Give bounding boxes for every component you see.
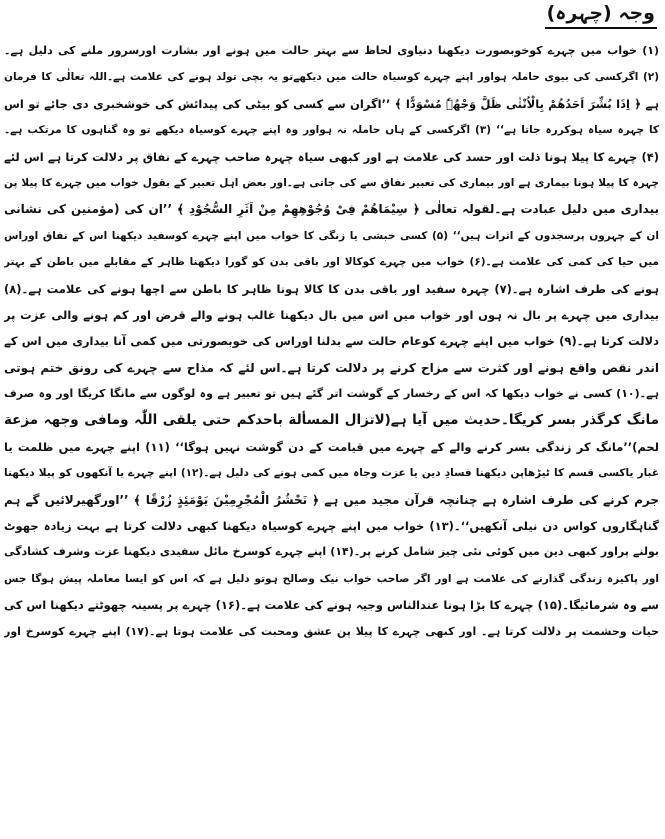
text-line: چہرہ کا پیلا ہونا بیماری ہے اور بیماری کی تعبیر نفاق سے کی جاتی ہے۔اور بعض اہل تعبیر کے بقول خواب میں چہرے کا پیلا پن <box>4 176 659 189</box>
text-line: مانگ کرگذر بسر کریگا۔حدیث میں آیا ہے(لاتزال المسألة باحدکم حتی یلقی اللّٰہ ومافی وجھہ مزعة <box>4 412 659 429</box>
text-line: ہے۔(۱۰) کسی نے خواب دیکھا کہ اس کے رخسار کے گوشت اتر گئے ہیں تو تعبیر ہے وہ لوگوں سے مانگا کریگا اور وہ صرف <box>4 387 659 401</box>
text-line: بولنے پراور کبھی دین میں کوئی نئی چیز شامل کرنے پر۔(۱۴) اپنے چہرے کوسرخ مائل سفیدی دیکھنا عزت وشرف کشادگی <box>4 545 659 559</box>
text-line: اور پاکیزہ زندگی گذارنے کی علامت ہے اور اگر صاحب خواب نیک وصالح ہوتو دلیل ہے کہ اس کو ایسا معاملہ پیش ہوگا جس <box>4 572 659 585</box>
body-text <box>4 38 659 645</box>
text-line: میں حیا کی کمی کی علامت ہے۔(۶) خواب میں چہرے کوکالا اور باقی بدن کو گورا دیکھنا ظاہر کے مقابلے میں باطن کے بہتر <box>4 256 659 269</box>
text-line: دلالت کرتا ہے۔(۹) خواب میں اپنے چہرے کوعام حالت سے بدلنا اوراس کی خوبصورتی میں کمی آنا بیداری میں اس کے <box>4 334 659 349</box>
text-line: گناہگاروں کواس دن نیلی آنکھیں‘‘۔(۱۳) خواب میں اپنے چہرے کوسیاہ دیکھنا کبھی دلالت کرتا ہے بہت زیادہ جھوٹ <box>4 519 659 534</box>
text-line: لحم)’’مانگ کر زندگی بسر کرنے والے کے چہرے میں قیامت کے دن گوشت نہیں ہوگا‘‘ (۱۱) اپنے چہرے میں ظلمت یا <box>4 439 659 454</box>
text-line: ہے ﴿ اِذَا بُشِّرَ اَحَدُھُمْ بِالْاُنْثٰی ظَلَّ وَجْھُہٗ مُسْوَدًّا ﴾ ’’اگران سے کسی کو بیٹی کی پیدائش کی خوشخبری دی جائے تو اس <box>4 96 659 111</box>
text-line: غبار یاکسی قسم کا ٹیڑھاپن دیکھنا فسادِ دین یا عزت وجاہ میں کمی ہونے کی دلیل ہے۔(۱۲) اپنے چہرے یا آنکھوں کو پیلا دیکھنا <box>4 467 659 480</box>
page-title: وجہ (چہرہ) <box>546 2 655 24</box>
text-line: کا چہرہ سیاہ ہوکررہ جاتا ہے‘‘ (۳) اگرکسی کے ہاں حاملہ نہ ہواور وہ اپنے چہرے کوسیاہ دیکھے تو وہ گناہوں کا مرتکب ہے۔ <box>4 124 659 137</box>
text-line: (۲) اگرکسی کی بیوی حاملہ ہواور اپنے چہرے کوسیاہ حالت میں دیکھےتو یہ بچی تولد ہونے کی علامت ہے۔اللہ تعالٰی کا فرمان <box>4 71 659 84</box>
text-line: حیات وحشمت پر دلالت کرتا ہے۔ اور کبھی چہرے کا پیلا پن عشق ومحبت کی علامت ہوتا ہے۔(۱۷) اپنے چہرے کوسرخ اور <box>4 624 659 638</box>
text-line: ان کے چہروں پرسجدوں کے اثرات ہیں‘‘ (۵) کسی حبشی یا زنگی کا خواب میں اپنے چہرے کوسفید دیکھنا اس کے نفاق اوراس <box>4 229 659 242</box>
text-line: اندر نقص واقع ہونے اور کثرت سے مزاح کرنے پر دلالت کرتا ہے۔اس لئے کہ مذاح سے چہرے کی رونق ختم ہوتی <box>4 360 659 375</box>
text-line: بیداری میں دلیل عبادت ہے۔لقولہ تعالٰی ﴿ سِیْمَاھُمْ فِیْ وُجُوْھِھِمْ مِنْ اَثَرِ السُّجُوْدِ ﴾ ’’ان کی (مؤمنین کی نشانی <box>4 202 659 217</box>
text-line: (۴) چہرے کا پیلا ہونا ذلت اور حسد کی علامت ہے اور کبھی سیاہ چہرہ صاحب چہرے کے نفاق پر دلالت کرتا ہے اس لئے <box>4 149 659 164</box>
text-line: سے وہ شرمائیگا۔(۱۵) چہرے کا بڑا ہونا عندالناس وجیہ ہونے کی علامت ہے۔(۱۶) چہرے پر پسینہ چھوٹتے دیکھنا اس کی <box>4 598 659 613</box>
text-line: (۱) خواب میں چہرے کوخوبصورت دیکھنا دنیاوی لحاظ سے بہتر حالت میں ہونے اور بشارت اورسرور ملنے کی دلیل ہے۔ <box>4 44 659 57</box>
text-line: جرم کرنے کی طرف اشارہ ہے چنانچہ قرآن مجید میں ہے ﴿ نَحْشُرُ الْمُجْرِمِیْنَ یَوْمَئِذٍ زُرْقًا ﴾ ’’اورگھیرلائیں گے ہم <box>4 492 659 507</box>
section-heading <box>545 2 657 29</box>
text-line: ہونے کی طرف اشارہ ہے۔(۷) چہرہ سفید اور باقی بدن کا کالا ہونا ظاہر کا باطن سے اچھا ہونے کی علامت ہے۔(۸) <box>4 281 659 296</box>
text-line: بیداری میں چہرے پر بال نہ ہوں اور خواب میں اس میں بال دیکھنا غالب ہونے والے قرض اور کم ہونے والی عزت پر <box>4 307 659 322</box>
